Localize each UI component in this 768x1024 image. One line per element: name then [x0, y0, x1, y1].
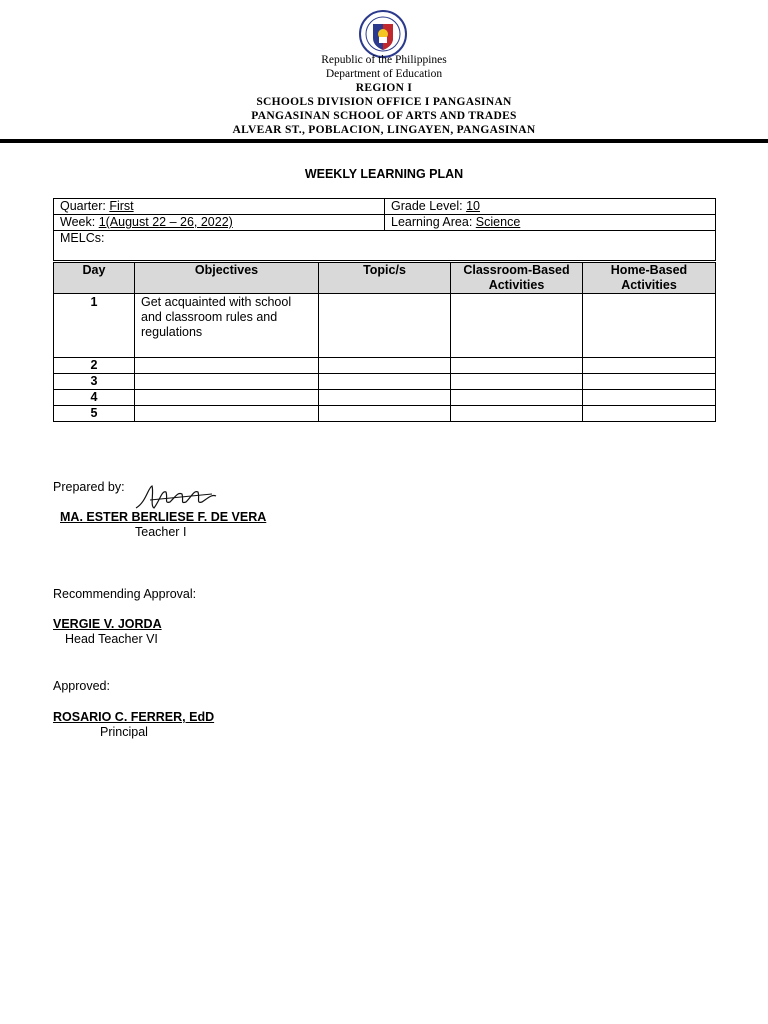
table-row: [54, 358, 716, 374]
approved-label: Approved:: [53, 679, 110, 693]
week-value: 1(August 22 – 26, 2022): [98, 215, 233, 229]
week-cell: [54, 215, 385, 231]
document-header: [0, 53, 768, 137]
table-row: [54, 390, 716, 406]
quarter-value: First: [109, 199, 134, 213]
day-cell: 4: [54, 390, 135, 406]
approved-name: ROSARIO C. FERRER, EdD: [53, 710, 215, 724]
home-cell: [583, 294, 716, 358]
day-cell: 1: [54, 294, 135, 358]
objectives-cell: [135, 374, 319, 390]
header-classroom-activities: Classroom-Based Activities: [451, 263, 583, 294]
header-line-division: SCHOOLS DIVISION OFFICE I PANGASINAN: [256, 96, 512, 108]
area-value: Science: [475, 215, 521, 229]
classroom-cell: [451, 294, 583, 358]
topics-cell: [319, 294, 451, 358]
table-row: [54, 406, 716, 422]
header-day: Day: [54, 263, 135, 294]
melcs-label: MELCs:: [60, 231, 105, 245]
recommending-label: Recommending Approval:: [53, 587, 197, 601]
objectives-cell: [135, 406, 319, 422]
home-cell: [583, 390, 716, 406]
objectives-cell: Get acquainted with school and classroom rules and regulations: [135, 294, 319, 358]
day-cell: 3: [54, 374, 135, 390]
day-cell: 2: [54, 358, 135, 374]
classroom-cell: [451, 358, 583, 374]
plan-table: [53, 262, 716, 422]
topics-cell: [319, 406, 451, 422]
header-divider: [0, 139, 768, 143]
topics-cell: [319, 390, 451, 406]
home-cell: [583, 358, 716, 374]
recommending-title: Head Teacher VI: [65, 632, 158, 646]
topics-cell: [319, 374, 451, 390]
prepared-by-name: MA. ESTER BERLIESE F. DE VERA: [60, 510, 267, 524]
page-title: WEEKLY LEARNING PLAN: [304, 167, 464, 181]
header-objectives: Objectives: [135, 263, 319, 294]
header-topics: Topic/s: [319, 263, 451, 294]
objectives-cell: [135, 358, 319, 374]
week-label: Week:: [60, 215, 96, 229]
grade-label: Grade Level:: [391, 199, 463, 213]
classroom-cell: [451, 390, 583, 406]
header-line-deped: Department of Education: [325, 68, 443, 80]
table-row: [54, 294, 716, 358]
header-home-activities: Home-Based Activities: [583, 263, 716, 294]
table-row: [54, 374, 716, 390]
classroom-cell: [451, 374, 583, 390]
topics-cell: [319, 358, 451, 374]
header-line-school: PANGASINAN SCHOOL OF ARTS AND TRADES: [251, 110, 517, 122]
day-cell: 5: [54, 406, 135, 422]
header-line-region: REGION I: [355, 82, 413, 94]
plan-table-header: [54, 263, 716, 294]
area-label: Learning Area:: [391, 215, 473, 229]
info-table: [53, 198, 716, 261]
prepared-by-title: Teacher I: [135, 525, 187, 539]
home-cell: [583, 374, 716, 390]
deped-seal-icon: [359, 10, 407, 58]
area-cell: [385, 215, 716, 231]
objectives-cell: [135, 390, 319, 406]
quarter-cell: [54, 199, 385, 215]
approved-title: Principal: [100, 725, 148, 739]
recommending-name: VERGIE V. JORDA: [53, 617, 162, 631]
prepared-by-label: Prepared by:: [53, 480, 125, 494]
home-cell: [583, 406, 716, 422]
grade-cell: [385, 199, 716, 215]
header-line-address: ALVEAR ST., POBLACION, LINGAYEN, PANGASINAN: [232, 124, 536, 136]
melcs-cell: [54, 231, 716, 261]
quarter-label: Quarter:: [60, 199, 106, 213]
grade-value: 10: [466, 199, 480, 213]
classroom-cell: [451, 406, 583, 422]
header-line-republic: Republic of the Philippines: [321, 54, 447, 66]
